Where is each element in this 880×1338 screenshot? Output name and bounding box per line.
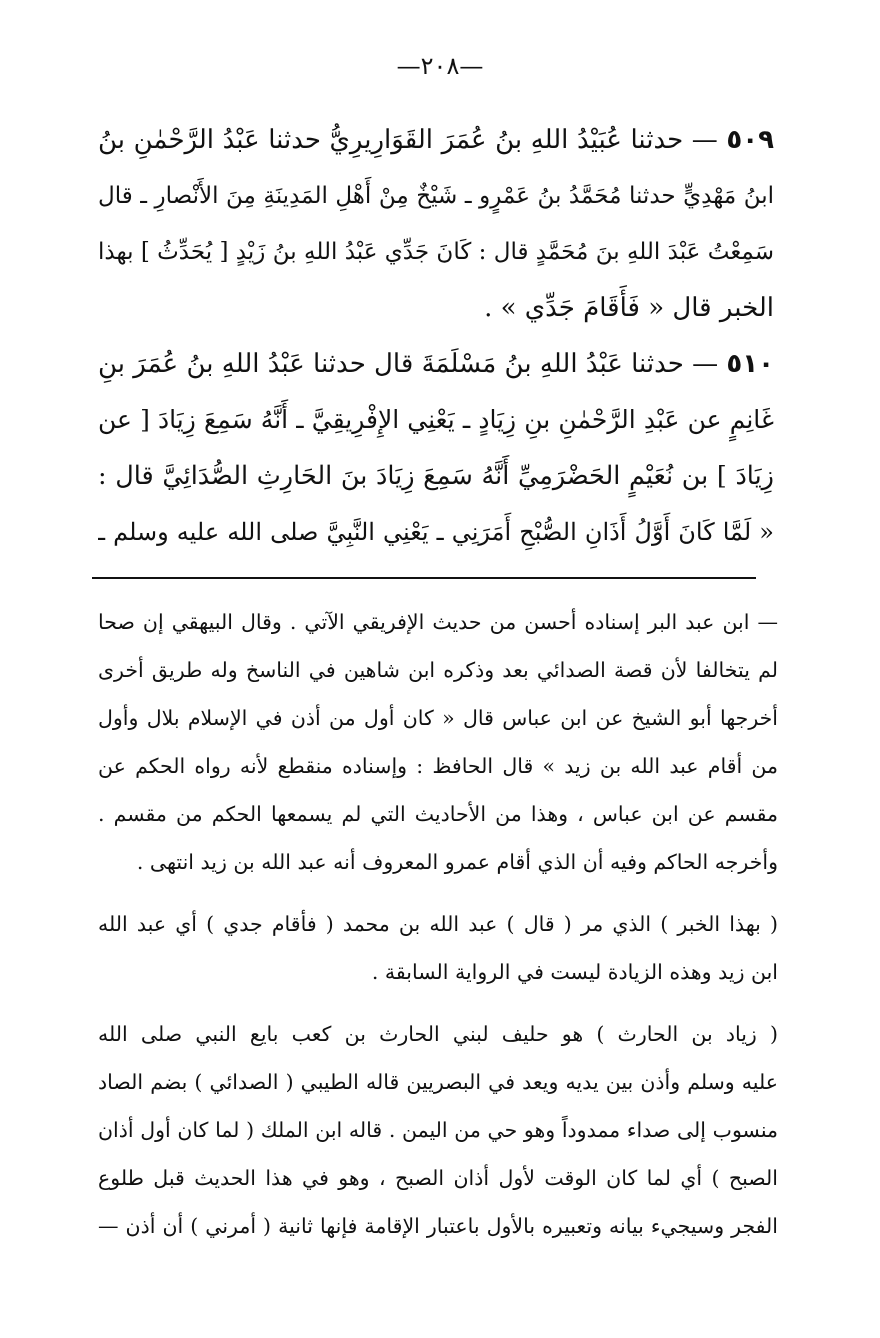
text-line <box>98 112 774 168</box>
text-line <box>98 336 774 392</box>
commentary-block-1 <box>98 598 778 886</box>
commentary-line: ( زياد بن الحارث ) هو حليف لبني الحارث بن كعب بايع النبي صلى الله <box>98 1022 778 1046</box>
commentary-line: — ابن عبد البر إسناده أحسن من حديث الإفريقي الآتي . وقال البيهقي إن صحا <box>98 610 778 634</box>
commentary-line: لم يتخالفا لأن قصة الصدائي بعد وذكره ابن شاهين في الناسخ وله طريق أخرى <box>98 658 778 682</box>
commentary <box>98 598 778 1250</box>
hadith-510 <box>98 336 774 560</box>
text-line: غَانِمٍ عن عَبْدِ الرَّحْمٰنِ بنِ زِيَادٍ ـ يَعْنِي الإِفْرِيقِيَّ ـ أَنَّهُ سَمِعَ زِيَادَ [ عن <box>98 405 774 434</box>
hadith-number: ٥١٠ <box>726 349 774 379</box>
commentary-block-3 <box>98 1010 778 1250</box>
hadith-number: ٥٠٩ <box>726 125 774 155</box>
commentary-line: أخرجها أبو الشيخ عن ابن عباس قال « كان أول من أذن في الإسلام بلال وأول <box>98 706 778 730</box>
text-line: الخبر قال « فَأَقَامَ جَدِّي » . <box>484 293 774 323</box>
commentary-line: ابن زيد وهذه الزيادة ليست في الرواية السابقة . <box>371 960 778 984</box>
commentary-line: من أقام عبد الله بن زيد » قال الحافظ : وإسناده منقطع لأنه رواه الحكم عن <box>98 754 778 778</box>
text-line: « لَمَّا كَانَ أَوَّلُ أَذَانِ الصُّبْحِ أَمَرَنِي ـ يَعْنِي النَّبِيَّ صلى الله عليه وسلم ـ <box>98 518 774 546</box>
commentary-line: وأخرجه الحاكم وفيه أن الذي أقام عمرو المعروف أنه عبد الله بن زيد انتهى . <box>136 850 778 874</box>
commentary-block-2 <box>98 900 778 996</box>
commentary-line: الفجر وسيجيء بيانه وتعبيره بالأول باعتبار الإقامة فإنها ثانية ( أمرني ) أن أذن — <box>98 1214 778 1238</box>
text-line: ابنُ مَهْدِيٍّ حدثنا مُحَمَّدُ بنُ عَمْرٍو ـ شَيْخٌ مِنْ أَهْلِ المَدِينَةِ مِنَ الأَنْصارِ ـ قال <box>98 183 774 209</box>
commentary-line: منسوب إلى صداء ممدوداً وهو حي من اليمن . قاله ابن الملك ( لما كان أول أذان <box>98 1118 778 1142</box>
hadith-509 <box>98 112 774 336</box>
footnote-divider <box>92 577 756 579</box>
commentary-line: عليه وسلم وأذن بين يديه ويعد في البصريين قاله الطيبي ( الصدائي ) بضم الصاد <box>98 1070 778 1094</box>
page-number: —٢٠٨— <box>396 52 484 80</box>
text-line-content: — حدثنا عُبَيْدُ اللهِ بنُ عُمَرَ القَوَارِيرِيُّ حدثنا عَبْدُ الرَّحْمٰنِ بنُ <box>98 125 718 155</box>
text-line-content: — حدثنا عَبْدُ اللهِ بنُ مَسْلَمَةَ قال حدثنا عَبْدُ اللهِ بنُ عُمَرَ بنِ <box>98 349 719 379</box>
commentary-line: مقسم عن ابن عباس ، وهذا من الأحاديث التي لم يسمعها الحكم من مقسم . <box>98 802 778 826</box>
commentary-line: الصبح ) أي لما كان الوقت لأول أذان الصبح ، وهو في هذا الحديث قبل طلوع <box>98 1166 778 1190</box>
text-line: زِيَادَ ] بن نُعَيْمٍ الحَضْرَمِيِّ أَنَّهُ سَمِعَ زِيَادَ بنَ الحَارِثِ الصُّدَائِيَّ قال : <box>98 461 774 491</box>
hadith-text <box>98 112 774 560</box>
text-line: سَمِعْتُ عَبْدَ اللهِ بنَ مُحَمَّدٍ قال : كَانَ جَدِّي عَبْدُ اللهِ بنُ زَيْدٍ [ يُحَدِّثُ ] بهذا <box>98 239 774 265</box>
commentary-line: ( بهذا الخبر ) الذي مر ( قال ) عبد الله بن محمد ( فأقام جدي ) أي عبد الله <box>98 912 778 936</box>
